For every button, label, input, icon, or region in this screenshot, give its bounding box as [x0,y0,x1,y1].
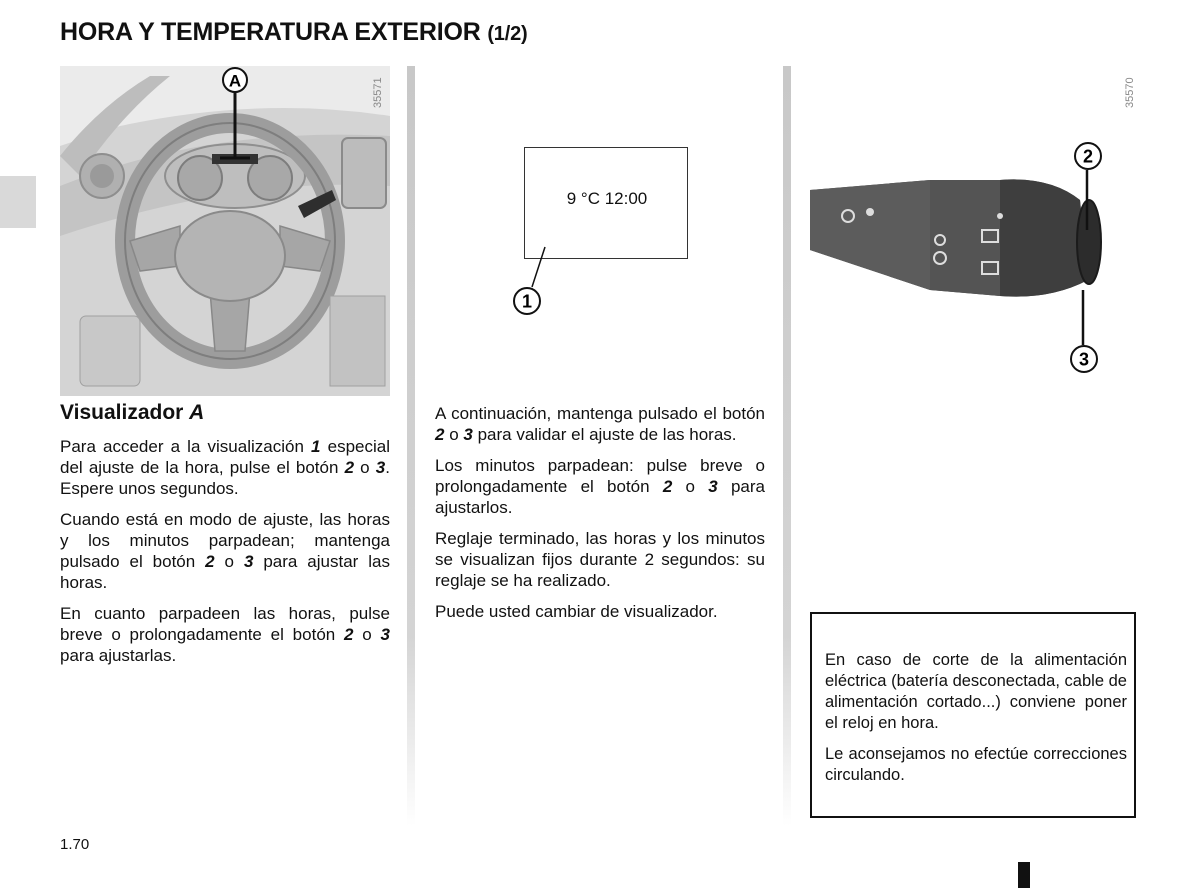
heading-em: A [189,401,205,424]
display-screen-text: 9 °C 12:00 [566,189,648,208]
column-divider-2 [783,66,791,826]
notice-text [825,650,1127,796]
figure-code-right: 35570 [1124,77,1136,108]
col2-paragraph-1: A continuación, mantenga pulsado el botón 2 o 3 para validar el ajuste de las horas. [435,404,765,444]
callout-2-marker [1073,141,1103,171]
column-divider-1 [407,66,415,826]
notice-paragraph-2: Le aconsejamos no efectúe correcciones circulando. [825,745,1127,784]
page-number: 1.70 [60,836,90,853]
callout-a-marker [220,66,250,96]
dashboard-drawing [60,66,390,396]
callout-1-leader [510,240,570,320]
callout-2-label: 2 [1082,146,1094,167]
figure-code-left: 35571 [372,77,384,108]
col1-paragraph-1: Para acceder a la visualización 1 especial del ajuste de la hora, pulse el botón 2 o 3. Espere unos segundos. [60,437,390,498]
callout-1-label: 1 [521,291,533,312]
column-1-text [60,436,390,676]
section-tab-marker [0,176,36,228]
notice-box [810,612,1136,818]
dashboard-illustration [60,66,390,396]
page-edge-marker [1018,862,1030,888]
callout-a-label: A [228,71,242,91]
notice-paragraph-1: En caso de corte de la alimentación eléctrica (batería desconectada, cable de alimentación cortado...) conviene poner el reloj en hora. [825,651,1127,732]
col2-paragraph-4: Puede usted cambiar de visualizador. [435,602,718,621]
page-title [60,18,527,47]
col1-paragraph-2: Cuando está en modo de ajuste, las horas y los minutos parpadean; mantenga pulsado el botón 2 o 3 para ajustar las horas. [60,510,390,592]
col1-paragraph-3: En cuanto parpadeen las horas, pulse breve o prolongadamente el botón 2 o 3 para ajustarlas. [60,604,390,665]
callout-3-marker [1069,344,1099,374]
callout-3-label: 3 [1078,349,1090,370]
col2-paragraph-2: Los minutos parpadean: pulse breve o prolongadamente el botón 2 o 3 para ajustarlos. [435,456,766,517]
title-part: (1/2) [487,23,528,45]
section-heading [60,401,204,425]
col2-paragraph-3: Reglaje terminado, las horas y los minutos se visualizan fijos durante 2 segundos: su reglaje se ha realizado. [435,529,765,590]
column-2-text [435,403,765,632]
title-text: HORA Y TEMPERATURA EXTERIOR [60,18,481,46]
heading-text: Visualizador [60,401,190,424]
